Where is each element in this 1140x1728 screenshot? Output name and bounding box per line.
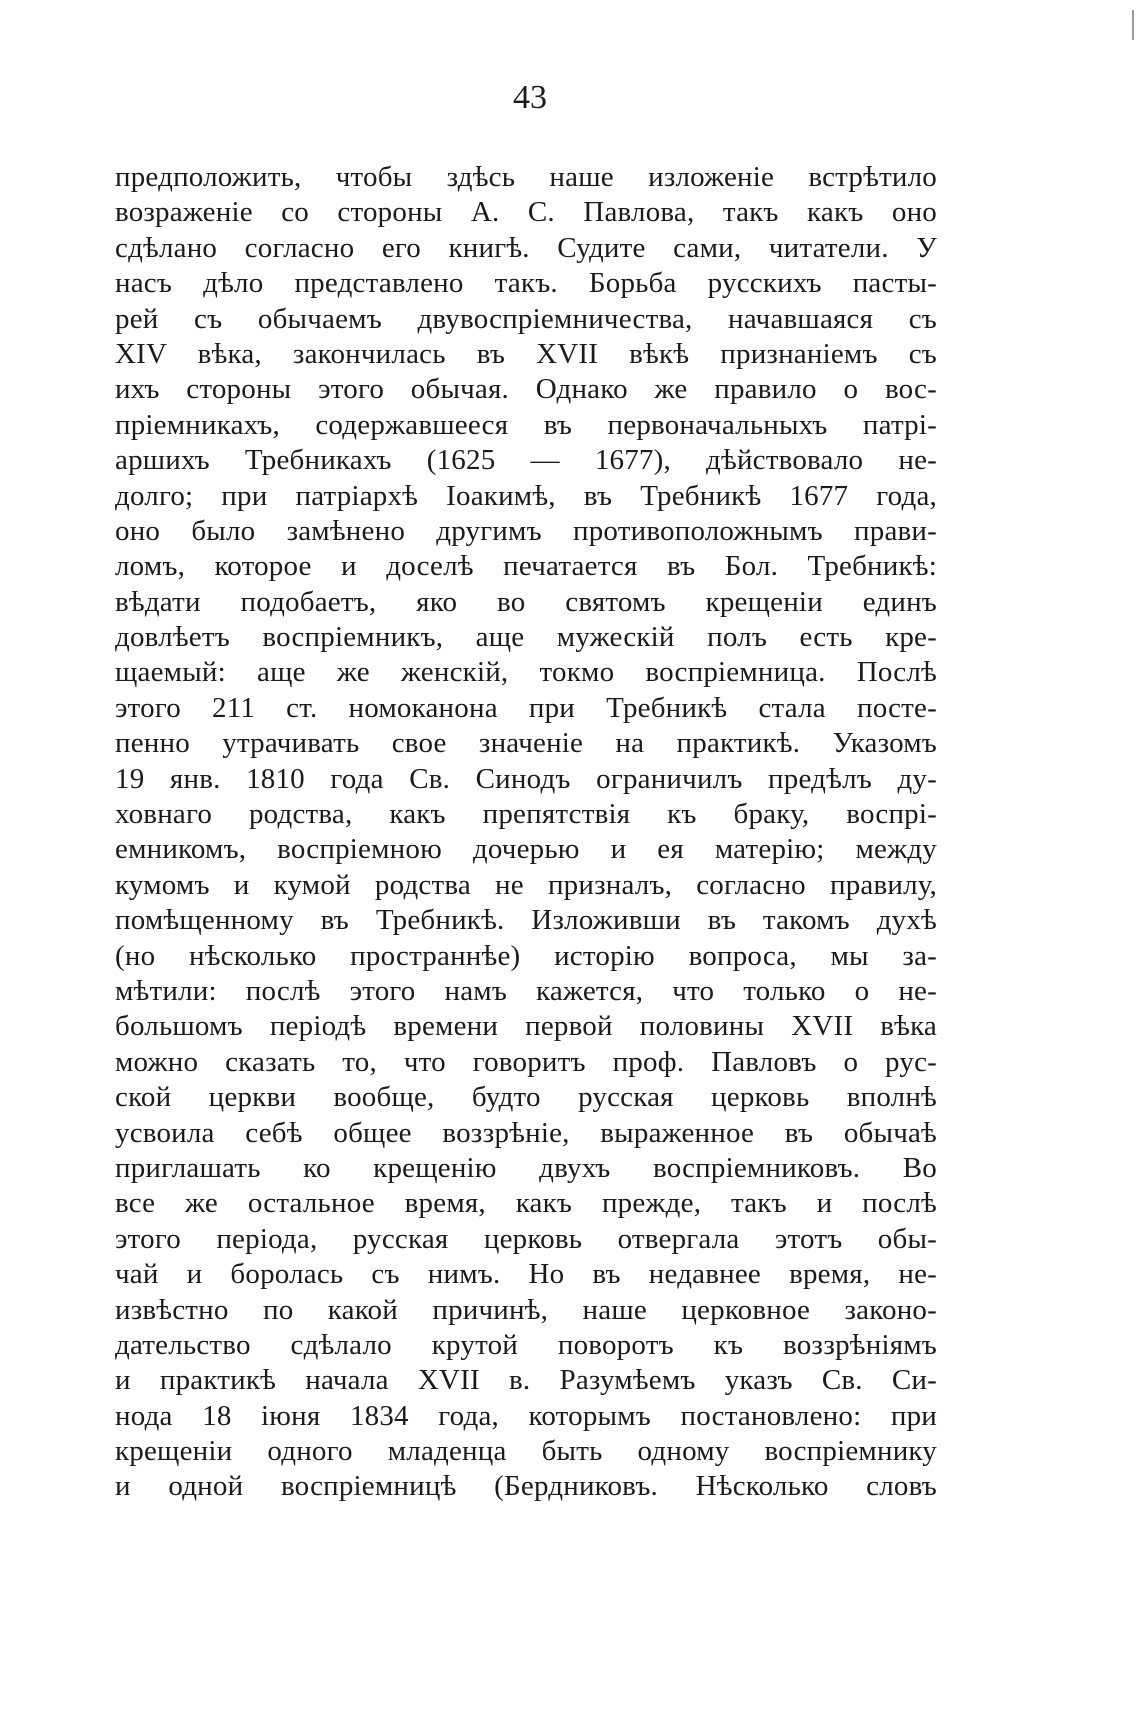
text-line: большомъ періодѣ времени первой половины XVII вѣка: [115, 1010, 937, 1043]
text-line: и практикѣ начала XVII в. Разумѣемъ указъ Св. Си-: [115, 1364, 937, 1397]
text-line: аршихъ Требникахъ (1625 — 1677), дѣйствовало не-: [115, 444, 937, 477]
text-line: нода 18 іюня 1834 года, которымъ постановлено: при: [115, 1399, 937, 1432]
text-line: ломъ, которое и доселѣ печатается въ Бол. Требникѣ:: [115, 550, 937, 583]
text-line: емникомъ, воспріемною дочерью и ея матерію; между: [115, 833, 937, 866]
text-line: все же остальное время, какъ прежде, такъ и послѣ: [115, 1187, 937, 1220]
text-line: можно сказать то, что говоритъ проф. Павловъ о рус-: [115, 1045, 937, 1078]
text-line: этого 211 ст. номоканона при Требникѣ стала посте-: [115, 691, 937, 724]
text-line: (но нѣсколько пространнѣе) исторію вопроса, мы за-: [115, 939, 937, 972]
text-line: пенно утрачивать свое значеніе на практикѣ. Указомъ: [115, 727, 937, 760]
text-line: усвоила себѣ общее воззрѣніе, выраженное въ обычаѣ: [115, 1116, 937, 1149]
text-line: XIV вѣка, закончилась въ XVII вѣкѣ признаніемъ съ: [115, 337, 937, 370]
text-line: мѣтили: послѣ этого намъ кажется, что только о не-: [115, 974, 937, 1007]
text-line: пріемникахъ, содержавшееся въ первоначальныхъ патрі-: [115, 408, 937, 441]
margin-mark: [1132, 10, 1134, 40]
text-line: ховнаго родства, какъ препятствія къ браку, воспрі-: [115, 798, 937, 831]
text-line: дательство сдѣлало крутой поворотъ къ воззрѣніямъ: [115, 1328, 937, 1361]
text-line: этого періода, русская церковь отвергала этотъ обы-: [115, 1222, 937, 1255]
text-line: 19 янв. 1810 года Св. Синодъ ограничилъ предѣлъ ду-: [115, 762, 937, 795]
text-line: и одной воспріемницѣ (Бердниковъ. Нѣсколько словъ: [115, 1470, 937, 1503]
text-line: щаемый: аще же женскій, токмо воспріемница. Послѣ: [115, 656, 937, 689]
text-line: рей съ обычаемъ двувоспріемничества, начавшаяся съ: [115, 302, 937, 335]
text-line: насъ дѣло представлено такъ. Борьба русскихъ пасты-: [115, 267, 937, 300]
text-line: кумомъ и кумой родства не призналъ, согласно правилу,: [115, 868, 937, 901]
text-line: оно было замѣнено другимъ противоположнымъ прави-: [115, 514, 937, 547]
text-line: ской церкви вообще, будто русская церковь вполнѣ: [115, 1081, 937, 1114]
text-line: предположить, чтобы здѣсь наше изложеніе встрѣтило: [115, 161, 937, 193]
text-line: возраженіе со стороны А. С. Павлова, такъ какъ оно: [115, 196, 937, 229]
body-text: [115, 160, 937, 1505]
text-line: сдѣлано согласно его книгѣ. Судите сами, читатели. У: [115, 231, 937, 264]
text-line: долго; при патріархѣ Іоакимѣ, въ Требникѣ 1677 года,: [115, 479, 937, 512]
text-line: крещеніи одного младенца быть одному воспріемнику: [115, 1435, 937, 1468]
text-line: помѣщенному въ Требникѣ. Изложивши въ такомъ духѣ: [115, 904, 937, 937]
text-line: приглашать ко крещенію двухъ воспріемниковъ. Во: [115, 1151, 937, 1184]
text-line: вѣдати подобаетъ, яко во святомъ крещеніи единъ: [115, 585, 937, 618]
text-line: довлѣетъ воспріемникъ, аще мужескій полъ есть кре-: [115, 621, 937, 654]
page-number: 43: [513, 79, 547, 116]
text-line: извѣстно по какой причинѣ, наше церковное законо-: [115, 1293, 937, 1326]
text-line: ихъ стороны этого обычая. Однако же правило о вос-: [115, 373, 937, 406]
text-line: чай и боролась съ нимъ. Но въ недавнее время, не-: [115, 1258, 937, 1291]
